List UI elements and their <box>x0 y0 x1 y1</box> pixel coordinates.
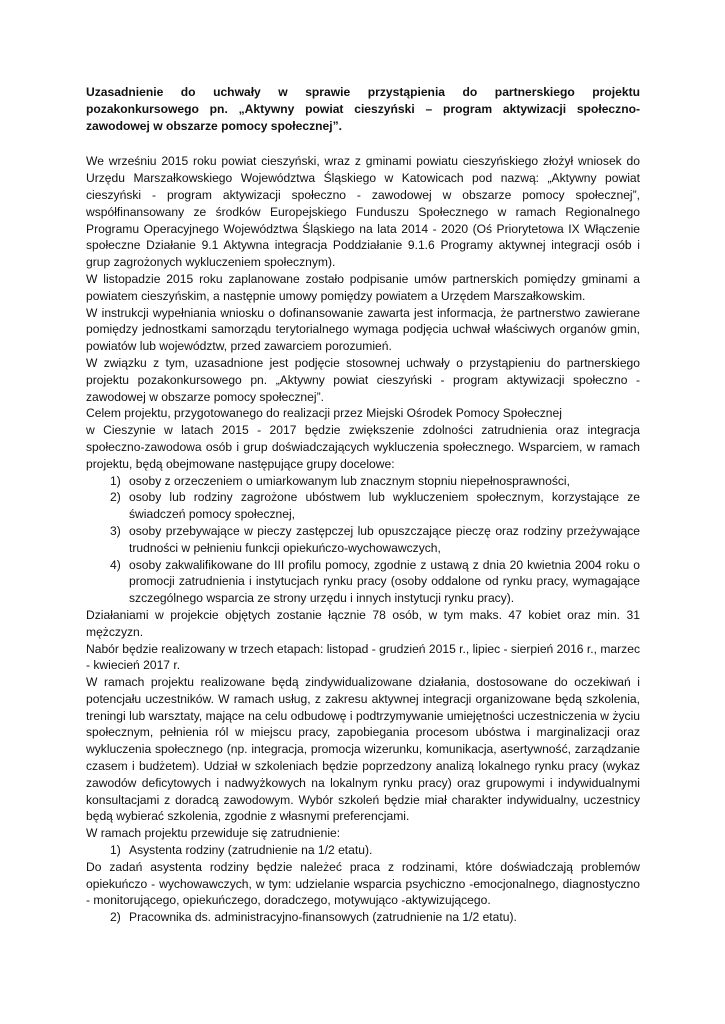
paragraph-participants: Działaniami w projekcie objętych zostanie łącznie 78 osób, w tym maks. 47 kobiet oraz min. 31 mężczyzn. <box>86 607 640 639</box>
paragraph-goal-intro: Celem projektu, przygotowanego do realizacji przez Miejski Ośrodek Pomocy Społecznej <box>86 406 562 421</box>
paragraph-justification: W związku z tym, uzasadnione jest podjęcie stosownej uchwały o przystąpieniu do partnerskiego projektu pozakonkursowego pn. „Aktywny powiat cieszyński - program aktywizacji społeczno - zawodowej w obszarze pomocy społecznej”. <box>86 355 640 404</box>
list-number: 2) <box>110 910 121 925</box>
list-item <box>86 909 640 926</box>
list-item-text: osoby lub rodziny zagrożone ubóstwem lub wykluczeniem społecznym, korzystające ze świadczeń pomocy społecznej, <box>129 490 640 522</box>
list-number: 4) <box>110 557 121 572</box>
target-groups-list <box>86 473 640 607</box>
staff-list-2 <box>86 909 640 926</box>
list-number: 1) <box>110 843 121 858</box>
paragraph-application: We wrześniu 2015 roku powiat cieszyński, wraz z gminami powiatu cieszyńskiego złożył wniosek do Urzędu Marszałkowskiego Województwa Śląskiego w Katowicach pod nazwą: „Aktywny powiat cieszyński - program aktywizacji społeczno - zawodowej w obszarze pomocy społecznej”, współfinansowany ze środków Europejskiego Funduszu Społecznego w ramach Regionalnego Programu Operacyjnego Województwa Śląskiego na lata 2014 - 2020 (Oś Priorytetowa IX Włączenie społeczne Działanie 9.1 Aktywna integracja Poddziałanie 9.1.6 Programy aktywnej integracji osób i grup zagrożonych wykluczeniem społecznym). <box>86 154 640 270</box>
paragraph-activities: W ramach projektu realizowane będą zindywidualizowane działania, dostosowane do oczekiwań i potencjału uczestników. W ramach usług, z zakresu aktywnej integracji organizowane będą szkolenia, treningi lub warsztaty, mające na celu odbudowę i podtrzymywanie umiejętności uczestniczenia w życiu społecznym, pełnienia ról w miejscu pracy, zapobiegania procesom ubóstwa i marginalizacji oraz wykluczenia społecznego (np. integracja, promocja wizerunku, komunikacja, asertywność, zarządzanie czasem i budżetem). Udział w szkoleniach będzie poprzedzony analizą lokalnego rynku pracy (wykaz zawodów deficytowych i nadwyżkowych na lokalnym rynku pracy) oraz grupowymi i indywidualnymi konsultacjami z doradcą zawodowym. Wybór szkoleń będzie miał charakter indywidualny, uczestnicy będą wybierać szkolenia, zgodnie z własnymi preferencjami. <box>86 675 640 824</box>
list-item-text: Pracownika ds. administracyjno-finansowych (zatrudnienie na 1/2 etatu). <box>129 910 517 925</box>
list-item <box>86 842 640 859</box>
list-item-text: osoby z orzeczeniem o umiarkowanym lub znacznym stopniu niepełnosprawności, <box>129 473 570 488</box>
paragraph-instruction: W instrukcji wypełniania wniosku o dofinansowanie zawarta jest informacja, że partnerstwo zawierane pomiędzy jednostkami samorządu terytorialnego wymaga podjęcia uchwał właściwych organów gmin, powiatów lub województw, przed zawarciem porozumień. <box>86 305 640 354</box>
list-item <box>86 489 640 523</box>
list-item-text: Asystenta rodziny (zatrudnienie na 1/2 etatu). <box>129 843 373 858</box>
list-item <box>86 523 640 557</box>
paragraph-employment-intro: W ramach projektu przewiduje się zatrudnienie: <box>86 826 341 841</box>
staff-list-1 <box>86 842 640 859</box>
document-page <box>86 84 640 926</box>
paragraph-goal: w Cieszynie w latach 2015 - 2017 będzie zwiększenie zdolności zatrudnienia oraz integracja społeczno-zawodowa osób i grup doświadczających wykluczenia społecznego. Wsparciem, w ramach projektu, będą obejmowane następujące grupy docelowe: <box>86 423 640 471</box>
list-number: 1) <box>110 473 121 488</box>
list-item <box>86 557 640 607</box>
paragraph-recruitment: Nabór będzie realizowany w trzech etapach: listopad - grudzień 2015 r., lipiec - sierpień 2016 r., marzec - kwiecień 2017 r. <box>86 641 640 673</box>
list-item-text: osoby zakwalifikowane do III profilu pomocy, zgodnie z ustawą z dnia 20 kwietnia 2004 roku o promocji zatrudnienia i instytucjach rynku pracy (osoby oddalone od rynku pracy, wymagające szczególnego wsparcia ze strony urzędu i innych instytucji rynku pracy). <box>129 557 640 606</box>
document-heading: Uzasadnienie do uchwały w sprawie przystąpienia do partnerskiego projektu pozakonkursowego pn. „Aktywny powiat cieszyński – program aktywizacji społeczno-zawodowej w obszarze pomocy społecznej”. <box>86 85 640 133</box>
list-item <box>86 473 640 490</box>
list-item-text: osoby przebywające w pieczy zastępczej lub opuszczające pieczę oraz rodziny przeżywające trudności w pełnieniu funkcji opiekuńczo-wychowawczych, <box>129 523 640 555</box>
list-number: 2) <box>110 490 121 505</box>
paragraph-assistant-duties: Do zadań asystenta rodziny będzie należeć praca z rodzinami, które doświadczają problemów opiekuńczo - wychowawczych, w tym: udzielanie wsparcia psychiczno -emocjonalnego, diagnostyczno - monitorującego, opiekuńczego, doradczego, motywująco -aktywizującego. <box>86 859 640 908</box>
paragraph-november: W listopadzie 2015 roku zaplanowane zostało podpisanie umów partnerskich pomiędzy gminami a powiatem cieszyńskim, a następnie umowy pomiędzy powiatem a Urzędem Marszałkowskim. <box>86 271 640 303</box>
list-number: 3) <box>110 523 121 538</box>
